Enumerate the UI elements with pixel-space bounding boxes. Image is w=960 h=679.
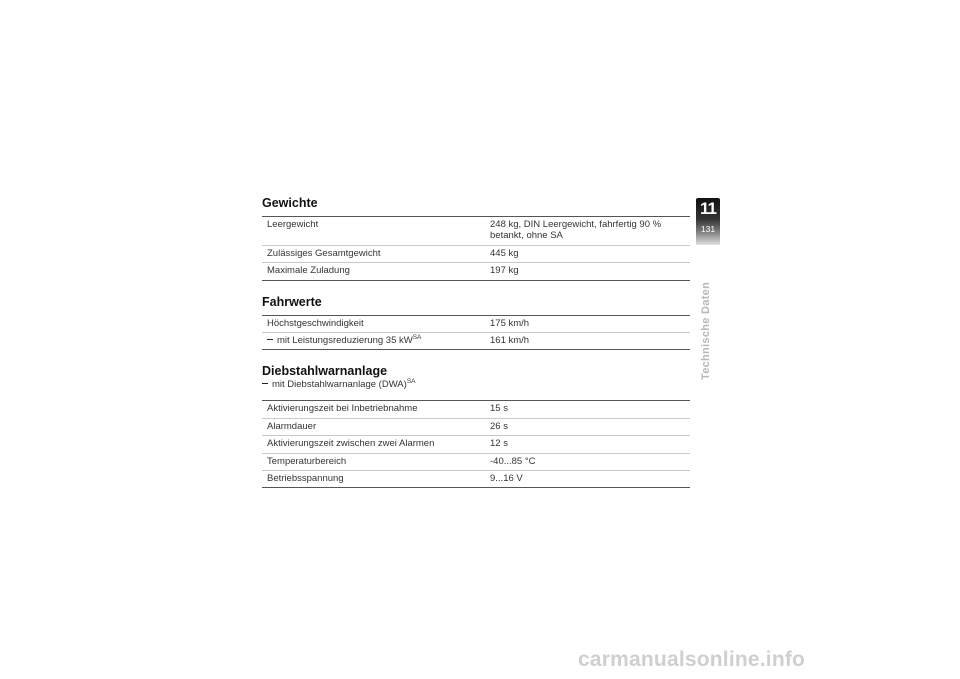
table-row <box>262 263 690 280</box>
row-value: 9...16 V <box>485 470 690 487</box>
page-number: 131 <box>700 224 716 234</box>
row-label: Maximale Zuladung <box>262 263 485 280</box>
row-label: Leergewicht <box>267 219 319 230</box>
option-superscript: SA <box>412 333 422 341</box>
row-label: Zulässiges Gesamtgewicht <box>262 245 485 262</box>
row-value: 248 kg, DIN Leergewicht, fahrfertig 90 % betankt, ohne SA <box>490 219 662 242</box>
option-note-text: mit Diebstahlwarnanlage (DWA) <box>272 379 407 391</box>
section-diebstahlwarnanlage <box>262 364 690 488</box>
row-label: Aktivierungszeit bei Inbetriebnahme <box>267 403 418 415</box>
row-label-text: mit Leistungsreduzierung 35 kW <box>277 334 413 346</box>
table-row <box>262 436 690 453</box>
row-value: 175 km/h <box>490 317 530 329</box>
option-note <box>262 379 690 390</box>
weights-table <box>262 216 690 281</box>
performance-table <box>262 315 690 351</box>
section-title-diebstahl: Diebstahlwarnanlage <box>262 364 388 379</box>
table-row <box>262 315 690 332</box>
row-value: -40...85 °C <box>485 453 690 470</box>
section-title-gewichte: Gewichte <box>262 196 318 210</box>
option-superscript: SA <box>406 378 416 386</box>
row-label: Aktivierungszeit zwischen zwei Alarmen <box>262 436 485 453</box>
chapter-number: 11 <box>700 199 716 218</box>
watermark: carmanualsonline.info <box>578 648 806 671</box>
table-row <box>262 418 690 435</box>
row-value: 161 km/h <box>485 332 690 349</box>
table-row <box>262 453 690 470</box>
table-row <box>262 217 690 246</box>
table-row <box>262 470 690 487</box>
alarm-table <box>262 400 690 488</box>
row-value: 12 s <box>485 436 690 453</box>
section-title-fahrwerte: Fahrwerte <box>262 294 322 309</box>
row-value: 26 s <box>485 418 690 435</box>
row-value: 197 kg <box>485 263 690 280</box>
table-row <box>262 401 690 418</box>
row-label: Betriebsspannung <box>262 470 485 487</box>
table-row <box>262 332 690 349</box>
chapter-tab <box>696 198 720 245</box>
row-label: Temperaturbereich <box>262 453 485 470</box>
chapter-title: Technische Daten <box>700 281 712 380</box>
section-fahrwerte <box>262 295 690 351</box>
document-content <box>262 196 690 502</box>
row-value: 445 kg <box>485 245 690 262</box>
row-label: Alarmdauer <box>262 418 485 435</box>
row-value: 15 s <box>490 403 508 415</box>
table-row <box>262 245 690 262</box>
dash-bullet-icon <box>267 339 273 340</box>
row-label-optional <box>262 332 485 349</box>
dash-bullet-icon <box>262 383 268 384</box>
section-gewichte <box>262 196 690 281</box>
row-label: Höchstgeschwindigkeit <box>267 317 364 329</box>
